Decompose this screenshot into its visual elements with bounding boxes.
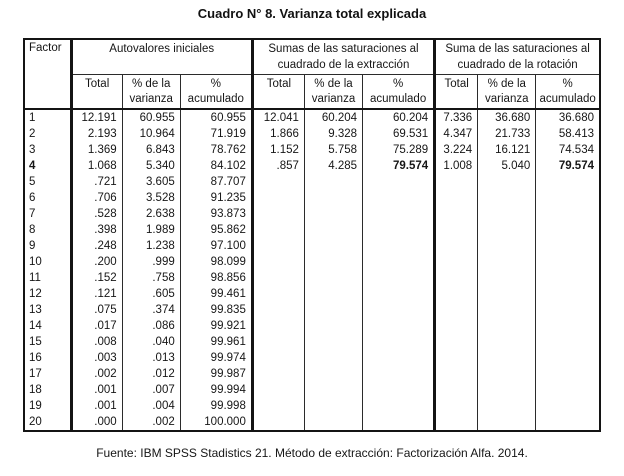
- factor-cell: 5: [29, 176, 36, 188]
- value-cell: [435, 222, 478, 238]
- value-cell: [252, 206, 304, 222]
- factor-cell: 20: [29, 416, 42, 428]
- value-cell: 36.680: [478, 109, 536, 126]
- group-header-line: Autovalores iniciales: [109, 43, 215, 55]
- value-cell: 99.961: [180, 334, 252, 350]
- subheader-line: %: [392, 77, 404, 90]
- subheader-line: acumulado: [369, 93, 427, 105]
- value-cell: .075: [71, 302, 122, 318]
- group-header-rotation-sums: [435, 39, 600, 74]
- value-cell: .721: [71, 174, 122, 190]
- value-cell: .000: [71, 414, 122, 431]
- subheader-pct-cumulative: [180, 74, 252, 109]
- subheader-total: [435, 74, 478, 109]
- value-cell: 69.531: [363, 126, 435, 142]
- value-cell: [536, 222, 600, 238]
- value-cell: .857: [252, 158, 304, 174]
- value-cell: [363, 414, 435, 431]
- value-cell: 4.347: [435, 126, 478, 142]
- value-cell: [435, 238, 478, 254]
- value-cell: 99.998: [180, 398, 252, 414]
- group-header-line: cuadrado de la rotación: [457, 58, 578, 71]
- subheader-line: varianza: [129, 93, 173, 105]
- value-cell: [478, 238, 536, 254]
- value-cell: [252, 350, 304, 366]
- value-cell: .001: [71, 382, 122, 398]
- value-cell: 100.000: [180, 414, 252, 431]
- value-cell: .121: [71, 286, 122, 302]
- value-cell: .248: [71, 238, 122, 254]
- value-cell: [304, 190, 362, 206]
- value-cell: 60.955: [180, 109, 252, 126]
- subheader-pct-variance: [304, 74, 362, 109]
- value-cell: [363, 318, 435, 334]
- value-cell: 12.191: [71, 109, 122, 126]
- value-cell: [478, 254, 536, 270]
- value-cell: 7.336: [435, 109, 478, 126]
- subheader-line: % de la: [487, 77, 526, 90]
- factor-cell: 2: [29, 128, 36, 140]
- value-cell: 99.461: [180, 286, 252, 302]
- value-cell: [304, 222, 362, 238]
- table-row: [24, 238, 600, 254]
- value-cell: [435, 414, 478, 431]
- value-cell: 58.413: [536, 126, 600, 142]
- group-header-extraction-sums: [252, 39, 434, 74]
- value-cell: [536, 350, 600, 366]
- factor-cell: 18: [29, 384, 42, 396]
- factor-cell: 11: [29, 272, 41, 284]
- table-row: [24, 286, 600, 302]
- subheader-line: acumulado: [187, 93, 244, 105]
- value-cell: 98.099: [180, 254, 252, 270]
- group-header-line: Suma de las saturaciones al: [445, 43, 590, 55]
- factor-cell: 1: [29, 112, 36, 124]
- table-row: [24, 222, 600, 238]
- table-row: [24, 398, 600, 414]
- value-cell: [304, 366, 362, 382]
- value-cell: [478, 222, 536, 238]
- value-cell: 99.987: [180, 366, 252, 382]
- value-cell: .013: [122, 350, 180, 366]
- value-cell: .200: [71, 254, 122, 270]
- value-cell: [252, 190, 304, 206]
- value-cell: [478, 270, 536, 286]
- value-cell: [435, 286, 478, 302]
- value-cell: [252, 174, 304, 190]
- value-cell: [478, 414, 536, 431]
- value-cell: 95.862: [180, 222, 252, 238]
- table-row: [24, 366, 600, 382]
- value-cell: [363, 190, 435, 206]
- subheader-line: Total: [266, 77, 292, 90]
- value-cell: [478, 382, 536, 398]
- value-cell: [478, 318, 536, 334]
- value-cell: [363, 302, 435, 318]
- value-cell: [536, 302, 600, 318]
- value-cell: 87.707: [180, 174, 252, 190]
- variance-table: [23, 38, 601, 432]
- value-cell: [304, 398, 362, 414]
- value-cell: [478, 286, 536, 302]
- table-row: [24, 109, 600, 126]
- value-cell: 2.638: [122, 206, 180, 222]
- value-cell: [304, 318, 362, 334]
- value-cell: 97.100: [180, 238, 252, 254]
- table-row: [24, 334, 600, 350]
- value-cell: [363, 286, 435, 302]
- value-cell: [536, 238, 600, 254]
- factor-cell: 14: [29, 320, 42, 332]
- subheader-total: [252, 74, 304, 109]
- table-container: [23, 38, 601, 432]
- value-cell: [304, 382, 362, 398]
- value-cell: 3.224: [435, 142, 478, 158]
- value-cell: [536, 286, 600, 302]
- value-cell: 99.835: [180, 302, 252, 318]
- factor-cell: 10: [29, 256, 42, 268]
- value-cell: 74.534: [536, 142, 600, 158]
- value-cell: [478, 206, 536, 222]
- table-header: [24, 39, 600, 109]
- value-cell: [363, 206, 435, 222]
- subheader-line: Total: [444, 77, 469, 90]
- value-cell: 99.921: [180, 318, 252, 334]
- table-row: [24, 414, 600, 431]
- value-cell: 36.680: [536, 109, 600, 126]
- factor-cell: 16: [29, 352, 42, 364]
- group-header-initial-eigenvalues: [71, 39, 252, 74]
- value-cell: 3.528: [122, 190, 180, 206]
- table-row: [24, 318, 600, 334]
- value-cell: [363, 254, 435, 270]
- value-cell: [536, 190, 600, 206]
- value-cell: [536, 414, 600, 431]
- value-cell: [478, 334, 536, 350]
- factor-cell: 3: [29, 144, 36, 156]
- value-cell: 4.285: [304, 158, 362, 174]
- value-cell: [478, 350, 536, 366]
- value-cell: 5.040: [478, 158, 536, 174]
- value-cell: [363, 174, 435, 190]
- value-cell: .086: [122, 318, 180, 334]
- factor-cell: 4: [29, 160, 36, 172]
- table-row: [24, 158, 600, 174]
- value-cell: [304, 286, 362, 302]
- value-cell: .002: [71, 366, 122, 382]
- page-title: Cuadro N° 8. Varianza total explicada: [197, 6, 427, 21]
- value-cell: 10.964: [122, 126, 180, 142]
- value-cell: [252, 270, 304, 286]
- value-cell: 21.733: [478, 126, 536, 142]
- value-cell: [536, 254, 600, 270]
- subheader-pct-cumulative: [536, 74, 600, 109]
- value-cell: [435, 334, 478, 350]
- value-cell: [252, 302, 304, 318]
- value-cell: 9.328: [304, 126, 362, 142]
- factor-cell: 7: [29, 208, 36, 220]
- value-cell: [536, 398, 600, 414]
- table-row: [24, 270, 600, 286]
- factor-cell: 17: [29, 368, 42, 380]
- subheader-pct-cumulative: [363, 74, 435, 109]
- table-row: [24, 190, 600, 206]
- value-cell: [478, 366, 536, 382]
- value-cell: [304, 350, 362, 366]
- value-cell: [363, 398, 435, 414]
- value-cell: 93.873: [180, 206, 252, 222]
- value-cell: [478, 190, 536, 206]
- value-cell: [252, 254, 304, 270]
- value-cell: 16.121: [478, 142, 536, 158]
- sub-header-row: [24, 74, 600, 109]
- value-cell: [363, 238, 435, 254]
- value-cell: .008: [71, 334, 122, 350]
- value-cell: [536, 382, 600, 398]
- value-cell: .040: [122, 334, 180, 350]
- subheader-line: % de la: [132, 77, 171, 90]
- value-cell: .001: [71, 398, 122, 414]
- value-cell: [478, 302, 536, 318]
- value-cell: [435, 398, 478, 414]
- value-cell: .706: [71, 190, 122, 206]
- value-cell: [536, 334, 600, 350]
- value-cell: [304, 174, 362, 190]
- value-cell: [363, 222, 435, 238]
- subheader-pct-variance: [122, 74, 180, 109]
- value-cell: [252, 238, 304, 254]
- value-cell: [435, 366, 478, 382]
- value-cell: .374: [122, 302, 180, 318]
- value-cell: 60.955: [122, 109, 180, 126]
- value-cell: [478, 174, 536, 190]
- value-cell: 60.204: [304, 109, 362, 126]
- value-cell: 1.989: [122, 222, 180, 238]
- value-cell: .999: [122, 254, 180, 270]
- table-row: [24, 174, 600, 190]
- subheader-line: varianza: [485, 93, 529, 105]
- factor-cell: 19: [29, 400, 42, 412]
- subheader-line: % de la: [314, 77, 353, 90]
- value-cell: [252, 318, 304, 334]
- subheader-line: varianza: [311, 93, 356, 105]
- table-row: [24, 206, 600, 222]
- value-cell: .004: [122, 398, 180, 414]
- value-cell: 3.605: [122, 174, 180, 190]
- table-row: [24, 254, 600, 270]
- factor-cell: 8: [29, 224, 36, 236]
- value-cell: [363, 270, 435, 286]
- group-header-row: [24, 39, 600, 74]
- factor-cell: 13: [29, 304, 42, 316]
- group-header-line: Sumas de las saturaciones al: [268, 43, 419, 55]
- value-cell: .012: [122, 366, 180, 382]
- value-cell: [252, 398, 304, 414]
- value-cell: [252, 382, 304, 398]
- value-cell: 1.238: [122, 238, 180, 254]
- subheader-line: acumulado: [539, 93, 596, 105]
- value-cell: [536, 174, 600, 190]
- value-cell: [435, 318, 478, 334]
- factor-cell: 12: [29, 288, 42, 300]
- value-cell: [435, 206, 478, 222]
- value-cell: .758: [122, 270, 180, 286]
- value-cell: [435, 190, 478, 206]
- value-cell: [304, 206, 362, 222]
- factor-cell: 9: [29, 240, 36, 252]
- value-cell: [435, 174, 478, 190]
- value-cell: 1.008: [435, 158, 478, 174]
- value-cell: [363, 334, 435, 350]
- value-cell: [536, 366, 600, 382]
- value-cell: 91.235: [180, 190, 252, 206]
- value-cell: [536, 206, 600, 222]
- table-body: [24, 109, 600, 431]
- value-cell: 78.762: [180, 142, 252, 158]
- value-cell: 84.102: [180, 158, 252, 174]
- value-cell: [252, 334, 304, 350]
- value-cell: .528: [71, 206, 122, 222]
- value-cell: 71.919: [180, 126, 252, 142]
- value-cell: 5.758: [304, 142, 362, 158]
- table-row: [24, 302, 600, 318]
- subheader-line: %: [210, 77, 221, 90]
- value-cell: [252, 222, 304, 238]
- value-cell: [363, 366, 435, 382]
- value-cell: .007: [122, 382, 180, 398]
- value-cell: [304, 270, 362, 286]
- value-cell: .398: [71, 222, 122, 238]
- table-row: [24, 382, 600, 398]
- factor-cell: 15: [29, 336, 42, 348]
- table-row: [24, 350, 600, 366]
- value-cell: 5.340: [122, 158, 180, 174]
- value-cell: 75.289: [363, 142, 435, 158]
- value-cell: 99.994: [180, 382, 252, 398]
- value-cell: 6.843: [122, 142, 180, 158]
- value-cell: .003: [71, 350, 122, 366]
- value-cell: 99.974: [180, 350, 252, 366]
- source-note: Fuente: IBM SPSS Stadistics 21. Método de extracción: Factorización Alfa. 2014.: [96, 446, 528, 460]
- value-cell: [252, 286, 304, 302]
- value-cell: [536, 318, 600, 334]
- value-cell: [435, 350, 478, 366]
- value-cell: [304, 334, 362, 350]
- factor-cell: 6: [29, 192, 36, 204]
- value-cell: 60.204: [363, 109, 435, 126]
- subheader-line: Total: [84, 77, 110, 90]
- subheader-pct-variance: [478, 74, 536, 109]
- value-cell: [435, 254, 478, 270]
- table-row: [24, 126, 600, 142]
- value-cell: [304, 254, 362, 270]
- value-cell: [252, 414, 304, 431]
- value-cell: 79.574: [363, 158, 435, 174]
- value-cell: 2.193: [71, 126, 122, 142]
- value-cell: .605: [122, 286, 180, 302]
- value-cell: [536, 270, 600, 286]
- value-cell: 79.574: [536, 158, 600, 174]
- value-cell: [304, 302, 362, 318]
- value-cell: [435, 382, 478, 398]
- value-cell: [304, 414, 362, 431]
- value-cell: [435, 270, 478, 286]
- table-row: [24, 142, 600, 158]
- value-cell: [478, 398, 536, 414]
- value-cell: 12.041: [252, 109, 304, 126]
- subheader-total: [71, 74, 122, 109]
- value-cell: [435, 302, 478, 318]
- value-cell: [363, 382, 435, 398]
- value-cell: .002: [122, 414, 180, 431]
- value-cell: 1.068: [71, 158, 122, 174]
- value-cell: [252, 366, 304, 382]
- value-cell: 1.369: [71, 142, 122, 158]
- value-cell: .152: [71, 270, 122, 286]
- value-cell: 98.856: [180, 270, 252, 286]
- subheader-line: %: [562, 77, 573, 90]
- value-cell: [363, 350, 435, 366]
- group-header-line: cuadrado de la extracción: [277, 58, 410, 71]
- value-cell: 1.866: [252, 126, 304, 142]
- value-cell: [304, 238, 362, 254]
- value-cell: 1.152: [252, 142, 304, 158]
- factor-header-cell: Factor: [24, 39, 71, 109]
- value-cell: .017: [71, 318, 122, 334]
